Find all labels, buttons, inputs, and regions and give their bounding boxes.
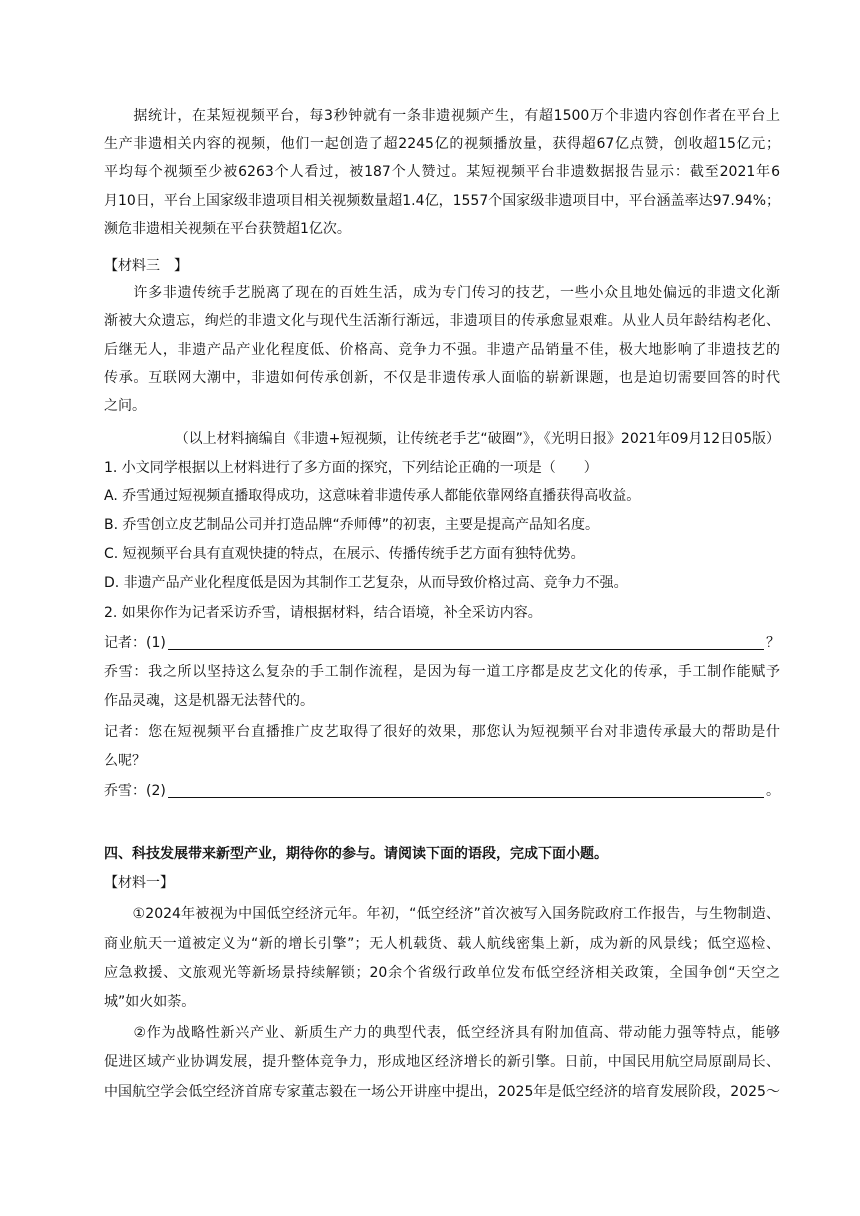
s4-p2-line: 促进区域产业协调发展，提升整体竞争力，形成地区经济增长的新引擎。日前，中国民用航空局原副局长、 xyxy=(104,1054,780,1070)
s4-p1-line: 应急救援、文旅观光等新场景持续解锁；20余个省级行政单位发布低空经济相关政策，全国争创“天空之 xyxy=(104,965,780,981)
q2-answer-line-2 xyxy=(104,782,780,800)
m2-line: 据统计，在某短视频平台，每3秒钟就有一条非遗视频产生，有超1500万个非遗内容创作者在平台上 xyxy=(104,108,780,124)
m3-line: 之问。 xyxy=(104,398,146,414)
q2-stem: 2. 如果你作为记者采访乔雪，请根据材料，结合语境，补全采访内容。 xyxy=(104,605,542,621)
answer-suffix: ？ xyxy=(766,635,780,651)
m3-line: 后继无人，非遗产品产业化程度低、价格高、竞争力不强。非遗产品销量不佳，极大地影响了非遗技艺的 xyxy=(104,342,780,358)
answer-blank-2[interactable] xyxy=(168,783,764,798)
m3-line: 渐被大众遗忘，绚烂的非遗文化与现代生活渐行渐远，非遗项目的传承愈显艰难。从业人员年龄结构老化、 xyxy=(104,313,780,329)
reporter-question-line: 么呢？ xyxy=(104,753,146,769)
answer-prefix: 记者：(1) xyxy=(104,635,166,651)
q1-option-d: D. 非遗产品产业化程度低是因为其制作工艺复杂，从而导致价格过高、竞争力不强。 xyxy=(104,575,628,591)
section-4-heading: 四、科技发展带来新型产业，期待你的参与。请阅读下面的语段，完成下面小题。 xyxy=(104,846,608,862)
reporter-question-line: 记者：您在短视频平台直播推广皮艺取得了很好的效果，那您认为短视频平台对非遗传承最大的帮助是什 xyxy=(104,724,780,740)
m2-line: 平均每个视频至少被6263个人看过，被187个人赞过。某短视频平台非遗数据报告显示：截至2021年6 xyxy=(104,164,780,180)
q1-option-c: C. 短视频平台具有直观快捷的特点，在展示、传播传统手艺方面有独特优势。 xyxy=(104,546,585,562)
m3-line: 许多非遗传统手艺脱离了现在的百姓生活，成为专门传习的技艺，一些小众且地处偏远的非遗文化渐 xyxy=(104,285,780,301)
s4-p1-line: 城”如火如荼。 xyxy=(104,994,196,1010)
s4-p2-line: ②作为战略性新兴产业、新质生产力的典型代表，低空经济具有附加值高、带动能力强等特点，能够 xyxy=(104,1025,780,1041)
q1-stem: 1. 小文同学根据以上材料进行了多方面的探究，下列结论正确的一项是（ ） xyxy=(104,460,598,476)
qiao-answer-line: 乔雪：我之所以坚持这么复杂的手工制作流程，是因为每一道工序都是皮艺文化的传承，手工制作能赋予 xyxy=(104,664,780,680)
m2-line: 濒危非遗相关视频在平台获赞超1亿次。 xyxy=(104,221,351,237)
answer-suffix: 。 xyxy=(766,783,780,799)
m2-line: 月10日，平台上国家级非遗项目相关视频数量超1.4亿，1557个国家级非遗项目中，平台涵盖率达97.94%； xyxy=(104,193,780,209)
material-3-heading: 【材料三 】 xyxy=(104,258,188,274)
q1-option-a: A. 乔雪通过短视频直播取得成功，这意味着非遗传承人都能依靠网络直播获得高收益。 xyxy=(104,488,641,504)
m3-line: 传承。互联网大潮中，非遗如何传承创新，不仅是非遗传承人面临的崭新课题，也是迫切需要回答的时代 xyxy=(104,370,780,386)
material-1-heading: 【材料一】 xyxy=(104,875,174,891)
answer-prefix: 乔雪：(2) xyxy=(104,783,166,799)
m2-line: 生产非遗相关内容的视频，他们一起创造了超2245亿的视频播放量，获得超67亿点赞，创收超15亿元； xyxy=(104,136,780,152)
source-citation: （以上材料摘编自《非遗+短视频，让传统老手艺“破圈”》，《光明日报》2021年09月12日05版） xyxy=(174,431,780,447)
s4-p1-line: 商业航天一道被定义为“新的增长引擎”；无人机载货、载人航线密集上新，成为新的风景线；低空巡检、 xyxy=(104,936,780,952)
s4-p2-line: 中国航空学会低空经济首席专家董志毅在一场公开讲座中提出，2025年是低空经济的培育发展阶段，2025～ xyxy=(104,1084,780,1100)
qiao-answer-line: 作品灵魂，这是机器无法替代的。 xyxy=(104,693,314,709)
answer-blank-1[interactable] xyxy=(168,635,764,650)
s4-p1-line: ①2024年被视为中国低空经济元年。年初，“低空经济”首次被写入国务院政府工作报告，与生物制造、 xyxy=(104,906,780,922)
q1-option-b: B. 乔雪创立皮艺制品公司并打造品牌“乔师傅”的初衷，主要是提高产品知名度。 xyxy=(104,517,600,533)
q2-answer-line-1 xyxy=(104,634,780,652)
